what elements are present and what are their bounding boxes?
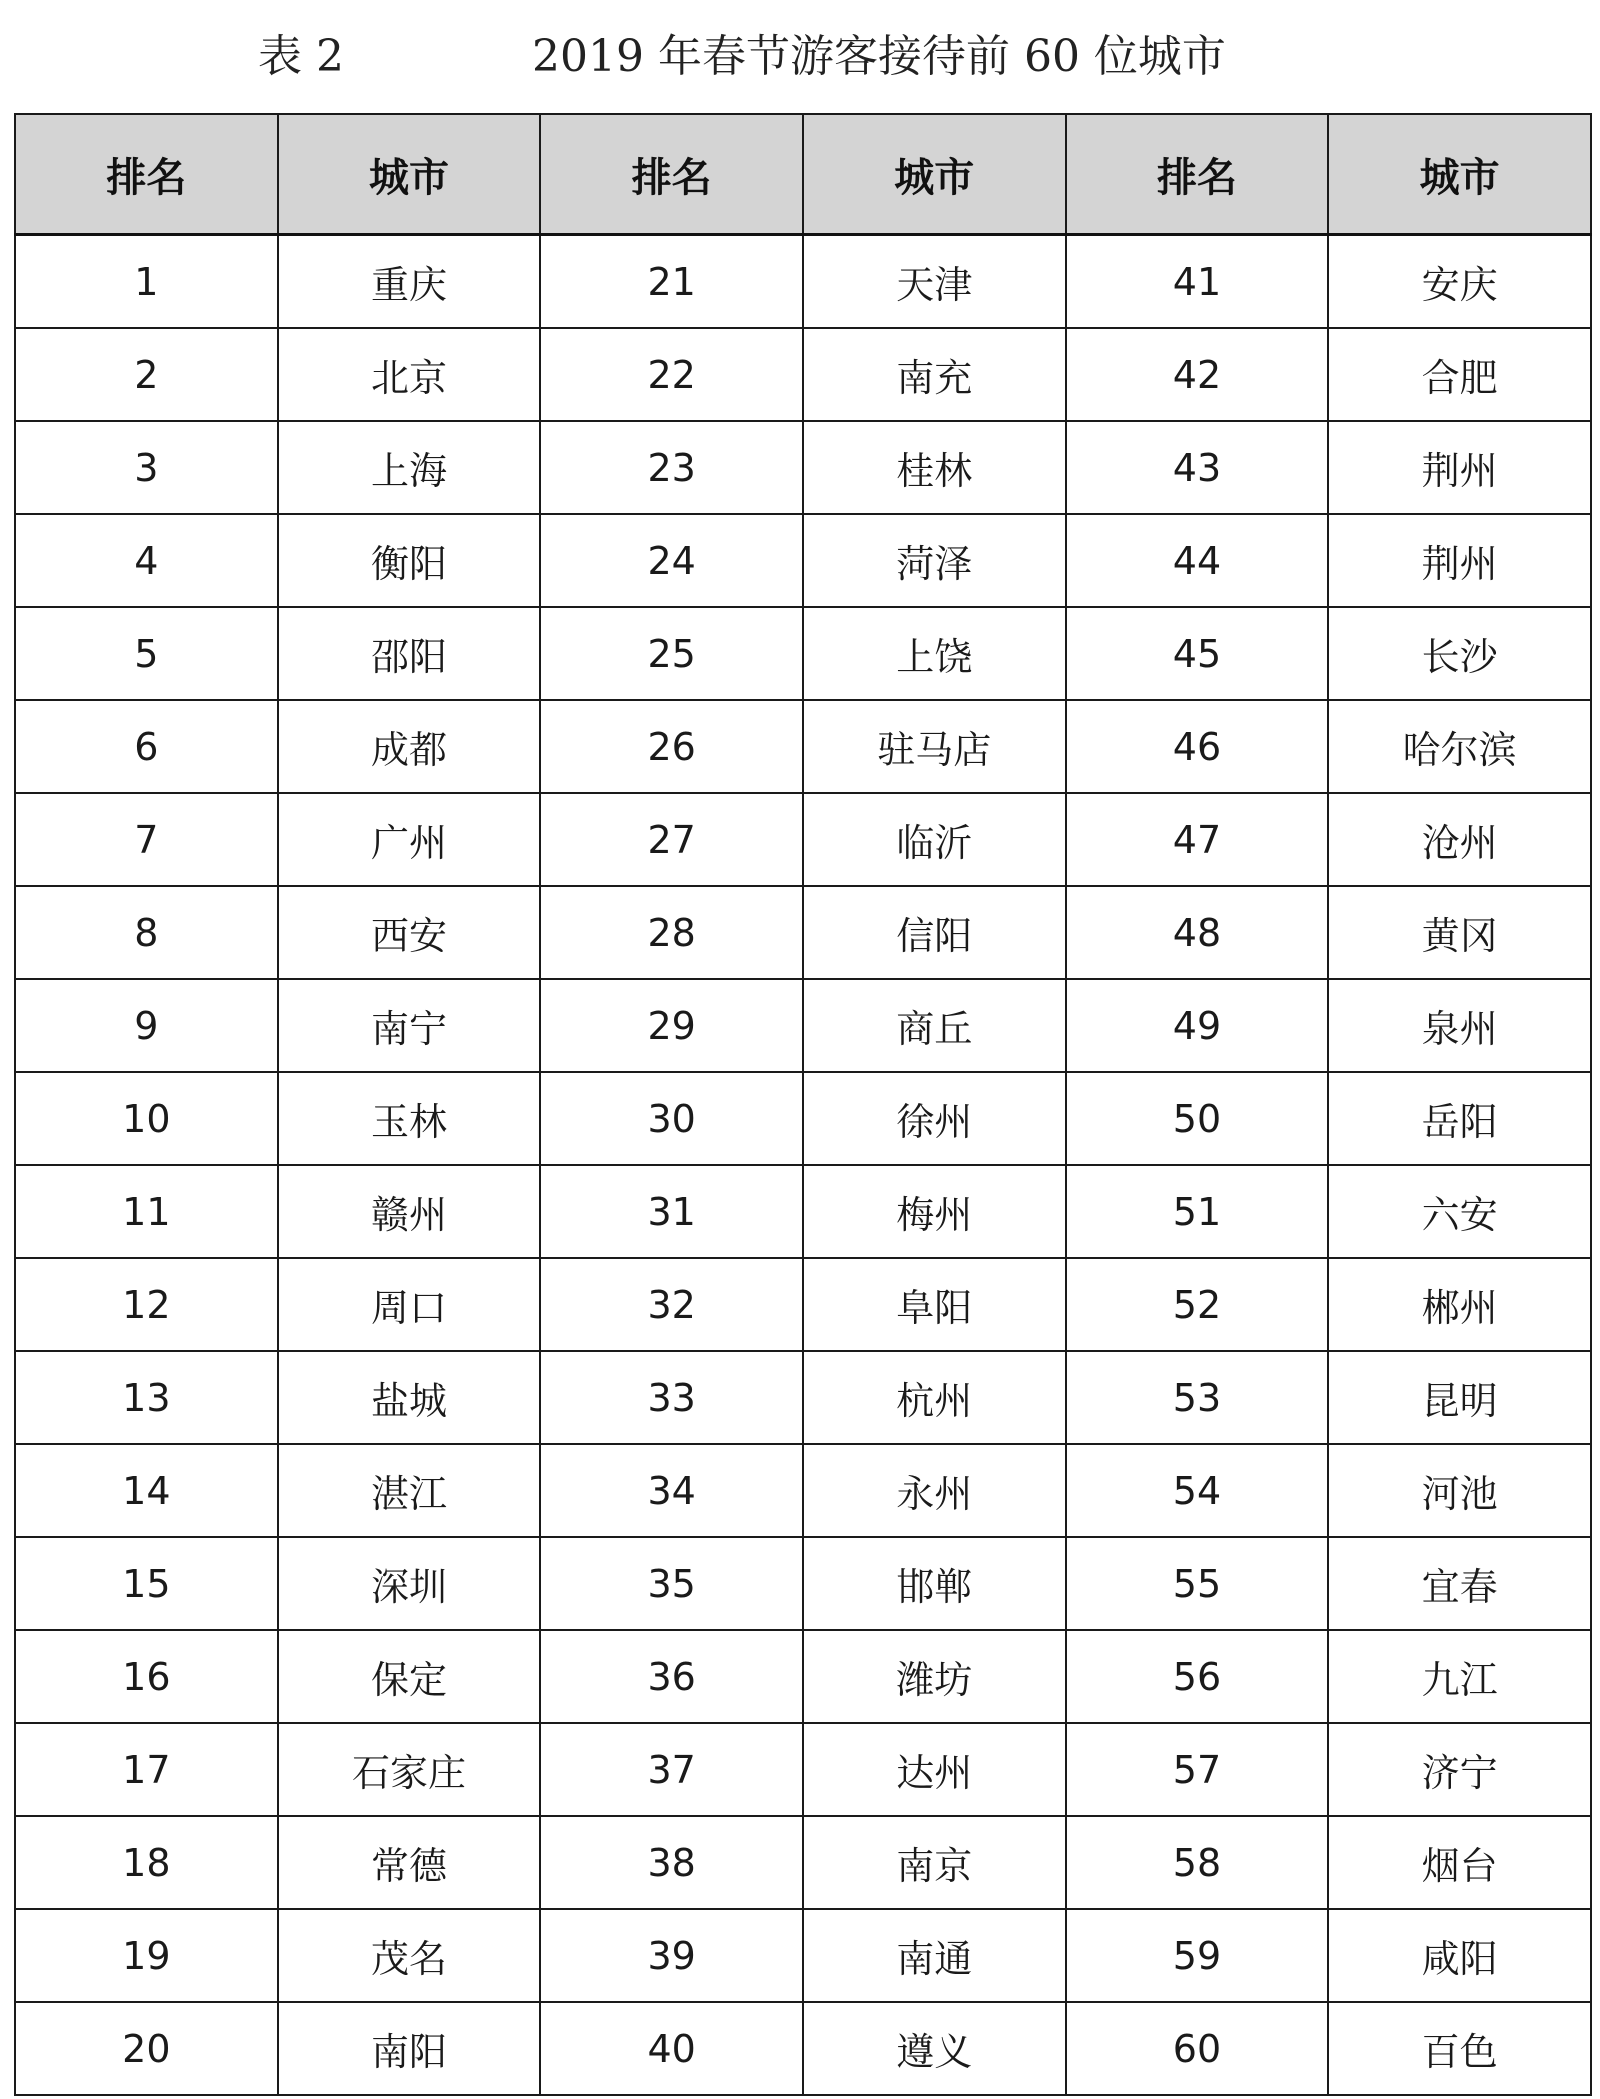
city-cell: 上海 xyxy=(278,421,541,514)
city-cell: 荆州 xyxy=(1328,421,1591,514)
city-cell: 北京 xyxy=(278,328,541,421)
rank-cell: 47 xyxy=(1066,793,1329,886)
table-row xyxy=(15,607,1591,700)
rank-cell: 31 xyxy=(540,1165,803,1258)
rank-cell: 29 xyxy=(540,979,803,1072)
rank-cell: 22 xyxy=(540,328,803,421)
city-cell: 六安 xyxy=(1328,1165,1591,1258)
table-body xyxy=(15,235,1591,2096)
rank-cell: 1 xyxy=(15,235,278,329)
rank-cell: 27 xyxy=(540,793,803,886)
city-cell: 遵义 xyxy=(803,2002,1066,2095)
rank-cell: 20 xyxy=(15,2002,278,2095)
city-cell: 南京 xyxy=(803,1816,1066,1909)
city-cell: 湛江 xyxy=(278,1444,541,1537)
city-cell: 商丘 xyxy=(803,979,1066,1072)
rank-cell: 58 xyxy=(1066,1816,1329,1909)
city-cell: 桂林 xyxy=(803,421,1066,514)
rank-cell: 43 xyxy=(1066,421,1329,514)
rank-cell: 4 xyxy=(15,514,278,607)
city-cell: 成都 xyxy=(278,700,541,793)
rank-cell: 54 xyxy=(1066,1444,1329,1537)
rank-cell: 34 xyxy=(540,1444,803,1537)
city-cell: 阜阳 xyxy=(803,1258,1066,1351)
rank-cell: 50 xyxy=(1066,1072,1329,1165)
city-cell: 南通 xyxy=(803,1909,1066,2002)
table-row xyxy=(15,1258,1591,1351)
rank-cell: 7 xyxy=(15,793,278,886)
rank-cell: 13 xyxy=(15,1351,278,1444)
rank-cell: 32 xyxy=(540,1258,803,1351)
rank-cell: 10 xyxy=(15,1072,278,1165)
rank-cell: 35 xyxy=(540,1537,803,1630)
rank-cell: 37 xyxy=(540,1723,803,1816)
table-row xyxy=(15,1072,1591,1165)
rank-cell: 57 xyxy=(1066,1723,1329,1816)
table-row xyxy=(15,793,1591,886)
city-cell: 梅州 xyxy=(803,1165,1066,1258)
rank-cell: 26 xyxy=(540,700,803,793)
table-row xyxy=(15,2002,1591,2095)
table-number-label: 表 2 xyxy=(258,31,344,82)
city-cell: 杭州 xyxy=(803,1351,1066,1444)
rank-cell: 6 xyxy=(15,700,278,793)
rank-cell: 40 xyxy=(540,2002,803,2095)
city-cell: 宜春 xyxy=(1328,1537,1591,1630)
table-row xyxy=(15,514,1591,607)
table-row xyxy=(15,328,1591,421)
table-row xyxy=(15,1909,1591,2002)
table-row xyxy=(15,1165,1591,1258)
rank-cell: 44 xyxy=(1066,514,1329,607)
header-row xyxy=(15,114,1591,235)
city-cell: 咸阳 xyxy=(1328,1909,1591,2002)
column-header-rank: 排名 xyxy=(1066,114,1329,235)
city-cell: 沧州 xyxy=(1328,793,1591,886)
rank-cell: 9 xyxy=(15,979,278,1072)
rank-cell: 51 xyxy=(1066,1165,1329,1258)
rank-cell: 59 xyxy=(1066,1909,1329,2002)
city-cell: 常德 xyxy=(278,1816,541,1909)
city-cell: 荆州 xyxy=(1328,514,1591,607)
city-cell: 驻马店 xyxy=(803,700,1066,793)
table-row xyxy=(15,1444,1591,1537)
city-cell: 衡阳 xyxy=(278,514,541,607)
rank-cell: 39 xyxy=(540,1909,803,2002)
table-row xyxy=(15,421,1591,514)
rank-cell: 24 xyxy=(540,514,803,607)
rank-cell: 19 xyxy=(15,1909,278,2002)
city-cell: 河池 xyxy=(1328,1444,1591,1537)
city-cell: 盐城 xyxy=(278,1351,541,1444)
rank-cell: 11 xyxy=(15,1165,278,1258)
city-cell: 深圳 xyxy=(278,1537,541,1630)
rank-cell: 45 xyxy=(1066,607,1329,700)
city-cell: 茂名 xyxy=(278,1909,541,2002)
city-cell: 徐州 xyxy=(803,1072,1066,1165)
table-row xyxy=(15,979,1591,1072)
city-cell: 烟台 xyxy=(1328,1816,1591,1909)
rank-cell: 5 xyxy=(15,607,278,700)
city-cell: 南宁 xyxy=(278,979,541,1072)
city-cell: 济宁 xyxy=(1328,1723,1591,1816)
rank-cell: 8 xyxy=(15,886,278,979)
city-cell: 哈尔滨 xyxy=(1328,700,1591,793)
rank-cell: 55 xyxy=(1066,1537,1329,1630)
city-cell: 邵阳 xyxy=(278,607,541,700)
rank-cell: 52 xyxy=(1066,1258,1329,1351)
city-cell: 百色 xyxy=(1328,2002,1591,2095)
city-cell: 黄冈 xyxy=(1328,886,1591,979)
city-cell: 上饶 xyxy=(803,607,1066,700)
city-cell: 泉州 xyxy=(1328,979,1591,1072)
city-cell: 长沙 xyxy=(1328,607,1591,700)
table-row xyxy=(15,1723,1591,1816)
table-row xyxy=(15,235,1591,329)
city-cell: 昆明 xyxy=(1328,1351,1591,1444)
table-row xyxy=(15,700,1591,793)
rank-cell: 12 xyxy=(15,1258,278,1351)
rank-cell: 48 xyxy=(1066,886,1329,979)
column-header-city: 城市 xyxy=(278,114,541,235)
table-row xyxy=(15,1816,1591,1909)
table-row xyxy=(15,1537,1591,1630)
city-cell: 信阳 xyxy=(803,886,1066,979)
city-cell: 邯郸 xyxy=(803,1537,1066,1630)
city-cell: 安庆 xyxy=(1328,235,1591,329)
city-ranking-table xyxy=(14,113,1592,2096)
city-cell: 九江 xyxy=(1328,1630,1591,1723)
city-cell: 天津 xyxy=(803,235,1066,329)
rank-cell: 56 xyxy=(1066,1630,1329,1723)
city-cell: 菏泽 xyxy=(803,514,1066,607)
rank-cell: 3 xyxy=(15,421,278,514)
table-header xyxy=(15,114,1591,235)
rank-cell: 41 xyxy=(1066,235,1329,329)
city-cell: 广州 xyxy=(278,793,541,886)
city-cell: 玉林 xyxy=(278,1072,541,1165)
table-title: 2019 年春节游客接待前 60 位城市 xyxy=(532,31,1226,82)
city-cell: 南阳 xyxy=(278,2002,541,2095)
rank-cell: 18 xyxy=(15,1816,278,1909)
column-header-rank: 排名 xyxy=(540,114,803,235)
city-cell: 潍坊 xyxy=(803,1630,1066,1723)
rank-cell: 15 xyxy=(15,1537,278,1630)
column-header-city: 城市 xyxy=(1328,114,1591,235)
rank-cell: 60 xyxy=(1066,2002,1329,2095)
city-cell: 郴州 xyxy=(1328,1258,1591,1351)
city-cell: 赣州 xyxy=(278,1165,541,1258)
rank-cell: 53 xyxy=(1066,1351,1329,1444)
city-cell: 石家庄 xyxy=(278,1723,541,1816)
rank-cell: 2 xyxy=(15,328,278,421)
rank-cell: 25 xyxy=(540,607,803,700)
city-cell: 合肥 xyxy=(1328,328,1591,421)
city-cell: 永州 xyxy=(803,1444,1066,1537)
table-row xyxy=(15,886,1591,979)
column-header-rank: 排名 xyxy=(15,114,278,235)
city-cell: 保定 xyxy=(278,1630,541,1723)
rank-cell: 23 xyxy=(540,421,803,514)
rank-cell: 21 xyxy=(540,235,803,329)
city-cell: 西安 xyxy=(278,886,541,979)
rank-cell: 17 xyxy=(15,1723,278,1816)
rank-cell: 38 xyxy=(540,1816,803,1909)
table-caption xyxy=(0,22,1600,92)
city-cell: 重庆 xyxy=(278,235,541,329)
city-cell: 临沂 xyxy=(803,793,1066,886)
column-header-city: 城市 xyxy=(803,114,1066,235)
rank-cell: 14 xyxy=(15,1444,278,1537)
city-cell: 周口 xyxy=(278,1258,541,1351)
rank-cell: 16 xyxy=(15,1630,278,1723)
rank-cell: 46 xyxy=(1066,700,1329,793)
rank-cell: 49 xyxy=(1066,979,1329,1072)
rank-cell: 30 xyxy=(540,1072,803,1165)
city-cell: 岳阳 xyxy=(1328,1072,1591,1165)
table-row xyxy=(15,1351,1591,1444)
city-cell: 南充 xyxy=(803,328,1066,421)
rank-cell: 33 xyxy=(540,1351,803,1444)
rank-cell: 28 xyxy=(540,886,803,979)
table-row xyxy=(15,1630,1591,1723)
rank-cell: 36 xyxy=(540,1630,803,1723)
city-cell: 达州 xyxy=(803,1723,1066,1816)
rank-cell: 42 xyxy=(1066,328,1329,421)
